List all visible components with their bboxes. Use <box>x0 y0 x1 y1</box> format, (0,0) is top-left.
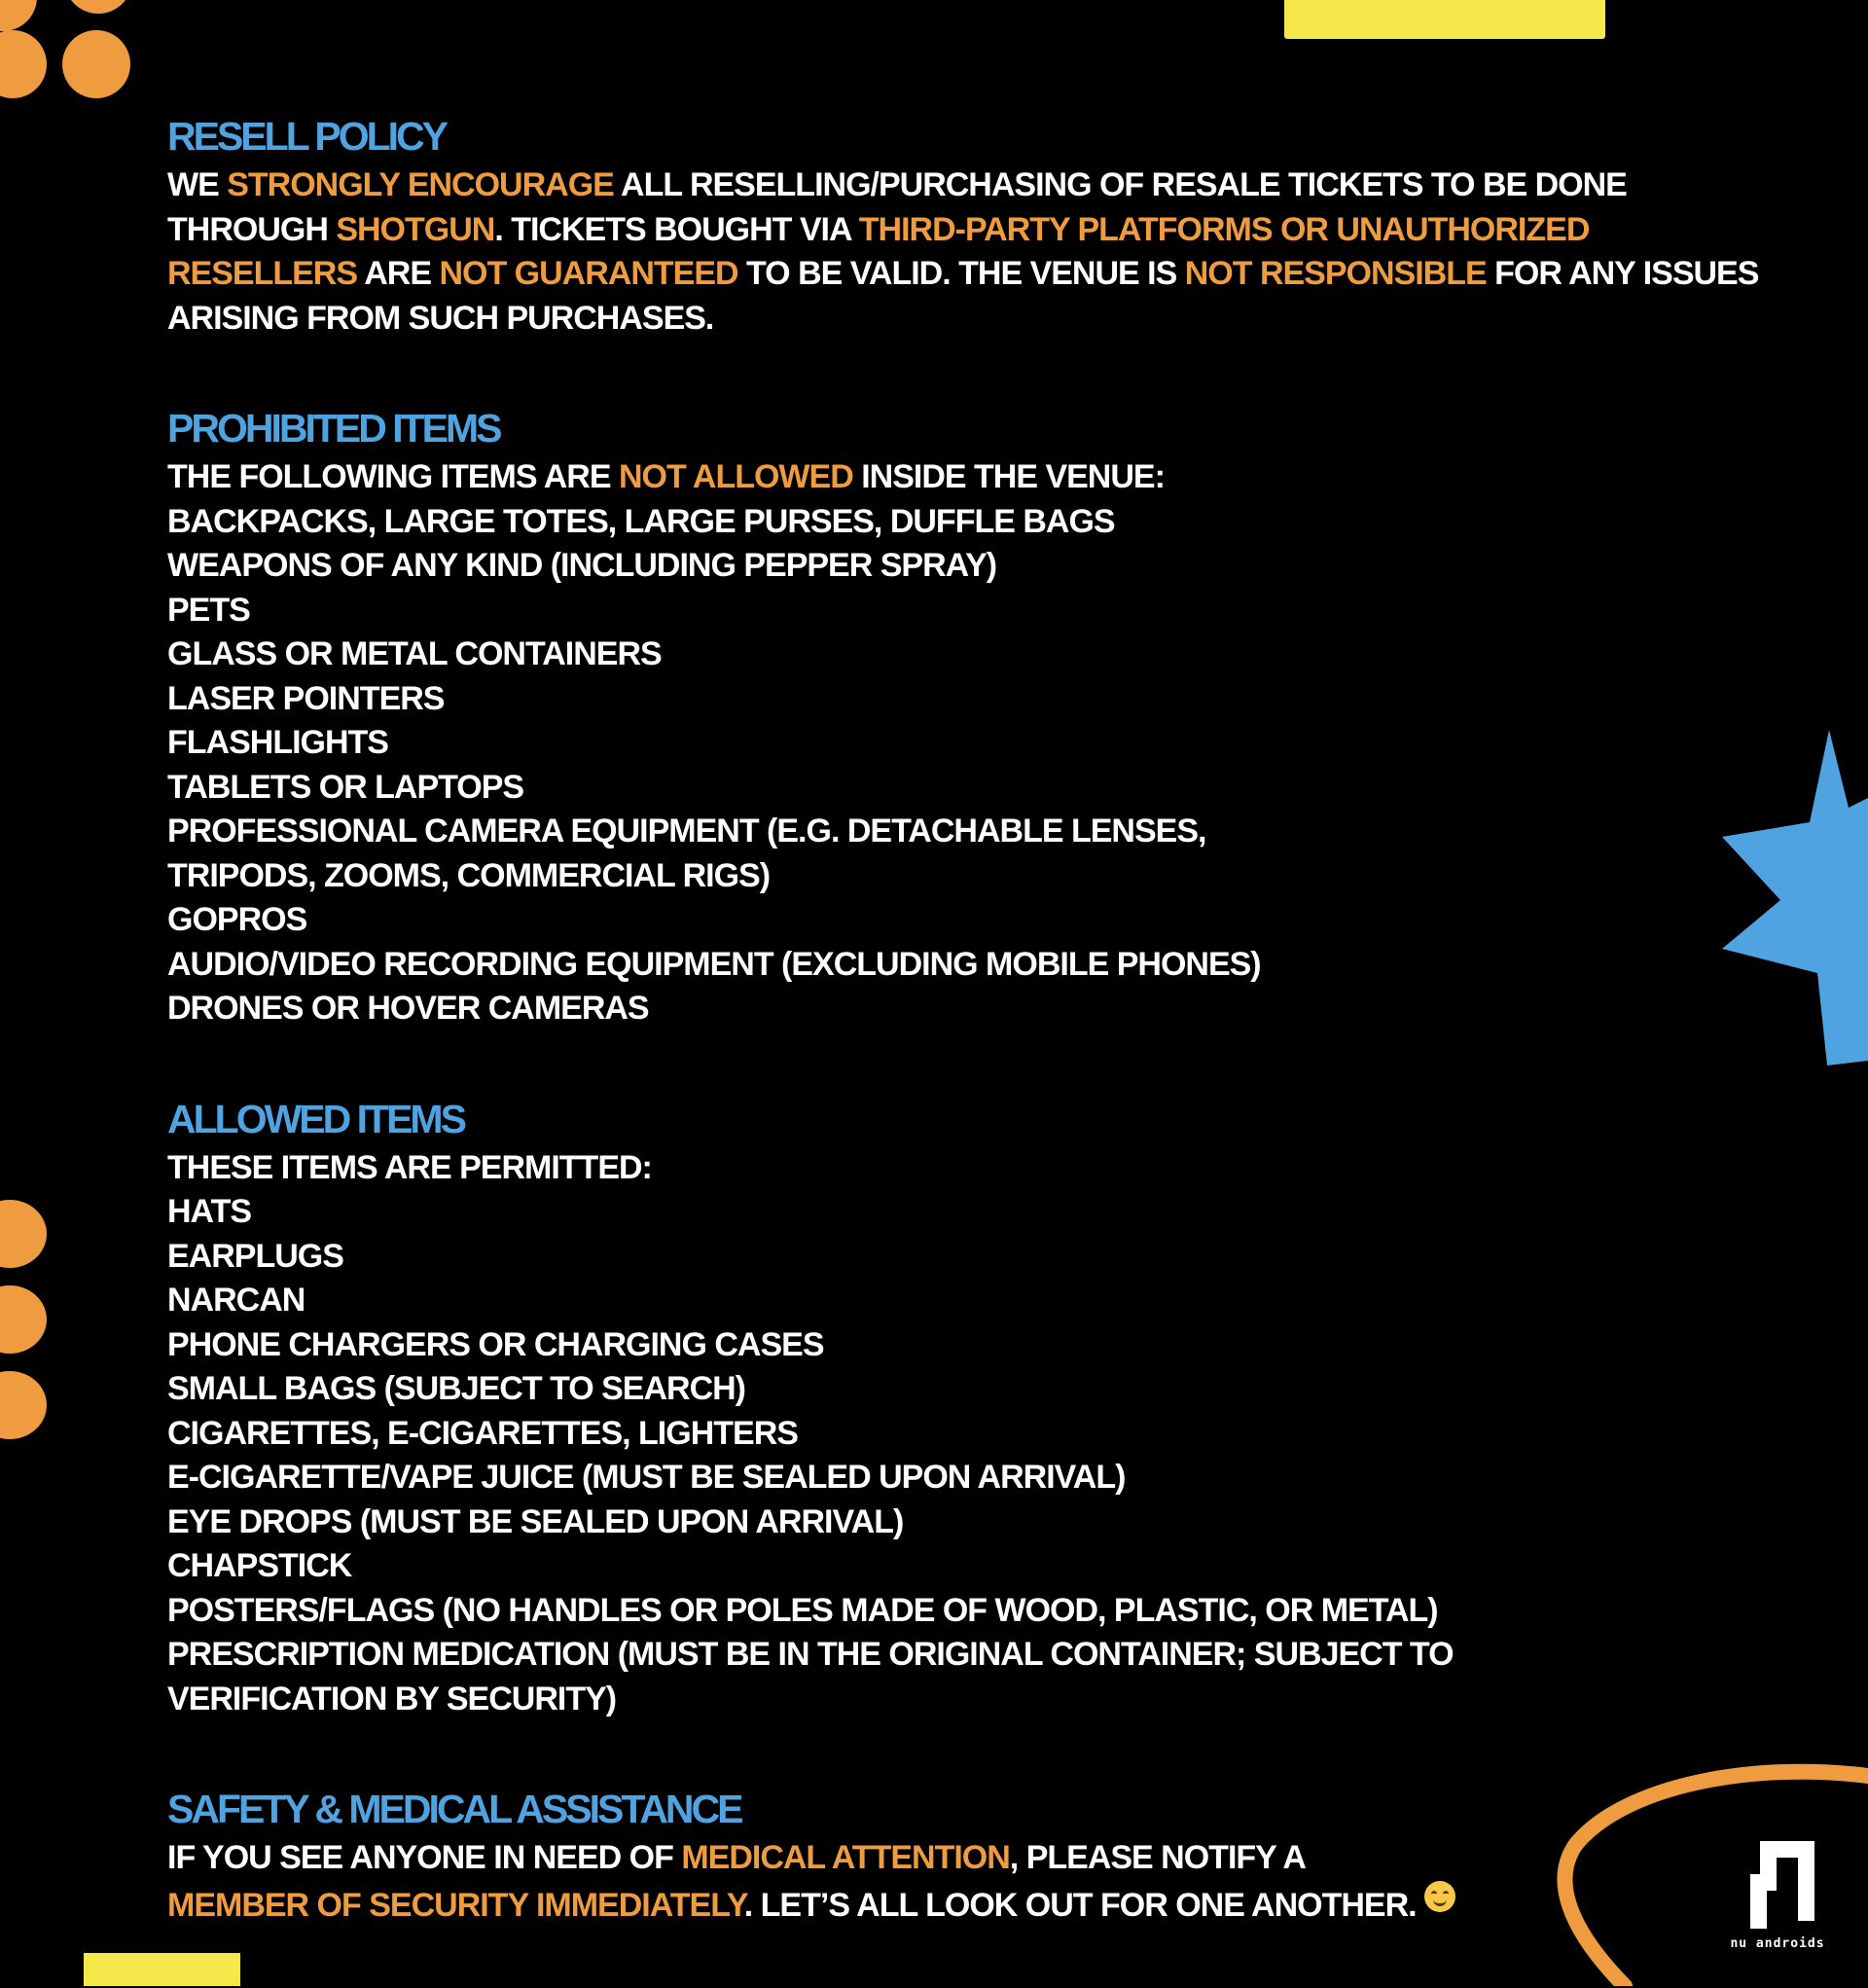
resell-policy-line <box>167 163 1841 208</box>
list-item: EYE DROPS (MUST BE SEALED UPON ARRIVAL) <box>167 1502 904 1540</box>
brand-logo <box>1714 1829 1841 1951</box>
list-item: LASER POINTERS <box>167 679 445 717</box>
decor-dot <box>64 0 132 14</box>
list-item: WEAPONS OF ANY KIND (INCLUDING PEPPER SPRAY) <box>167 547 997 584</box>
highlight-text: NOT GUARANTEED <box>439 255 738 292</box>
text-span: ARISING FROM SUCH PURCHASES. <box>167 299 714 337</box>
decor-dot <box>0 30 47 98</box>
text-span: FOR ANY ISSUES <box>1486 255 1759 292</box>
list-item: CHAPSTICK <box>167 1547 352 1584</box>
list-item: PRESCRIPTION MEDICATION (MUST BE IN THE ORIGINAL CONTAINER; SUBJECT TO <box>167 1636 1454 1673</box>
logo-caption: nu androids <box>1730 1936 1825 1951</box>
list-item: GOPROS <box>167 901 307 938</box>
prohibited-items-heading: PROHIBITED ITEMS <box>167 406 500 451</box>
list-item: VERIFICATION BY SECURITY) <box>167 1680 617 1717</box>
text-span: THE FOLLOWING ITEMS ARE <box>167 458 619 495</box>
safety-section <box>167 1782 1841 1928</box>
text-span: , PLEASE NOTIFY A <box>1009 1839 1306 1876</box>
policy-document <box>167 109 1841 1988</box>
list-item: PROFESSIONAL CAMERA EQUIPMENT (E.G. DETACHABLE LENSES, <box>167 813 1206 849</box>
text-span: IF YOU SEE ANYONE IN NEED OF <box>167 1839 682 1876</box>
smiling-face-emoji-icon <box>1424 1881 1455 1912</box>
list-item: NARCAN <box>167 1282 305 1319</box>
highlight-text: STRONGLY ENCOURAGE <box>227 166 614 203</box>
safety-line <box>167 1836 1841 1881</box>
allowed-items-list <box>167 1190 1841 1721</box>
highlight-text: SHOTGUN <box>336 210 495 248</box>
text-span: ARE <box>357 255 440 292</box>
list-item: PETS <box>167 591 250 629</box>
highlight-text: NOT ALLOWED <box>618 458 853 495</box>
decor-dot <box>62 30 130 98</box>
prohibited-items-intro <box>167 455 1841 500</box>
list-item: POSTERS/FLAGS (NO HANDLES OR POLES MADE OF WOOD, PLASTIC, OR METAL) <box>167 1591 1438 1629</box>
list-item: TABLETS OR LAPTOPS <box>167 768 524 806</box>
decor-dot <box>0 1200 47 1268</box>
text-span: WE <box>167 166 228 203</box>
text-span: . LET’S ALL LOOK OUT FOR ONE ANOTHER. <box>743 1886 1417 1924</box>
decor-dot <box>0 1285 47 1354</box>
list-item: TRIPODS, ZOOMS, COMMERCIAL RIGS) <box>167 856 771 894</box>
list-item: SMALL BAGS (SUBJECT TO SEARCH) <box>167 1370 746 1407</box>
resell-policy-line <box>167 252 1841 297</box>
resell-policy-line <box>167 208 1841 253</box>
text-span: TO BE VALID. THE VENUE IS <box>737 255 1185 292</box>
list-item: E-CIGARETTE/VAPE JUICE (MUST BE SEALED UPON ARRIVAL) <box>167 1459 1126 1496</box>
safety-line <box>167 1881 1841 1929</box>
list-item: AUDIO/VIDEO RECORDING EQUIPMENT (EXCLUDING MOBILE PHONES) <box>167 945 1261 983</box>
resell-policy-heading: RESELL POLICY <box>167 114 447 159</box>
allowed-items-intro: THESE ITEMS ARE PERMITTED: <box>167 1148 652 1186</box>
highlight-text: MEMBER OF SECURITY IMMEDIATELY <box>167 1886 744 1924</box>
list-item: GLASS OR METAL CONTAINERS <box>167 635 662 672</box>
list-item: DRONES OR HOVER CAMERAS <box>167 990 649 1027</box>
prohibited-items-list <box>167 500 1841 1031</box>
list-item: BACKPACKS, LARGE TOTES, LARGE PURSES, DUFFLE BAGS <box>167 502 1115 540</box>
safety-heading: SAFETY & MEDICAL ASSISTANCE <box>167 1787 741 1831</box>
text-span: ALL RESELLING/PURCHASING OF RESALE TICKETS TO BE DONE <box>613 166 1627 203</box>
resell-policy-section <box>167 109 1841 341</box>
decor-dot <box>0 0 37 31</box>
highlight-text: RESELLERS <box>167 255 358 292</box>
allowed-items-section <box>167 1092 1841 1722</box>
prohibited-items-section <box>167 401 1841 1031</box>
highlight-text: MEDICAL ATTENTION <box>681 1839 1010 1876</box>
list-item: PHONE CHARGERS OR CHARGING CASES <box>167 1325 824 1363</box>
nu-androids-logo-icon <box>1714 1829 1841 1936</box>
text-span: INSIDE THE VENUE: <box>852 458 1165 495</box>
decor-yellow-bar-top <box>1284 0 1605 39</box>
allowed-items-heading: ALLOWED ITEMS <box>167 1096 464 1141</box>
list-item: EARPLUGS <box>167 1237 343 1275</box>
list-item: CIGARETTES, E-CIGARETTES, LIGHTERS <box>167 1414 798 1452</box>
list-item: FLASHLIGHTS <box>167 724 388 761</box>
list-item: HATS <box>167 1193 252 1230</box>
resell-policy-text <box>167 163 1841 341</box>
highlight-text: NOT RESPONSIBLE <box>1184 255 1487 292</box>
text-span: . TICKETS BOUGHT VIA <box>494 210 859 248</box>
decor-dot <box>0 1371 47 1439</box>
highlight-text: THIRD-PARTY PLATFORMS OR UNAUTHORIZED <box>858 210 1590 248</box>
text-span: THROUGH <box>167 210 337 248</box>
resell-policy-line <box>167 297 1841 342</box>
